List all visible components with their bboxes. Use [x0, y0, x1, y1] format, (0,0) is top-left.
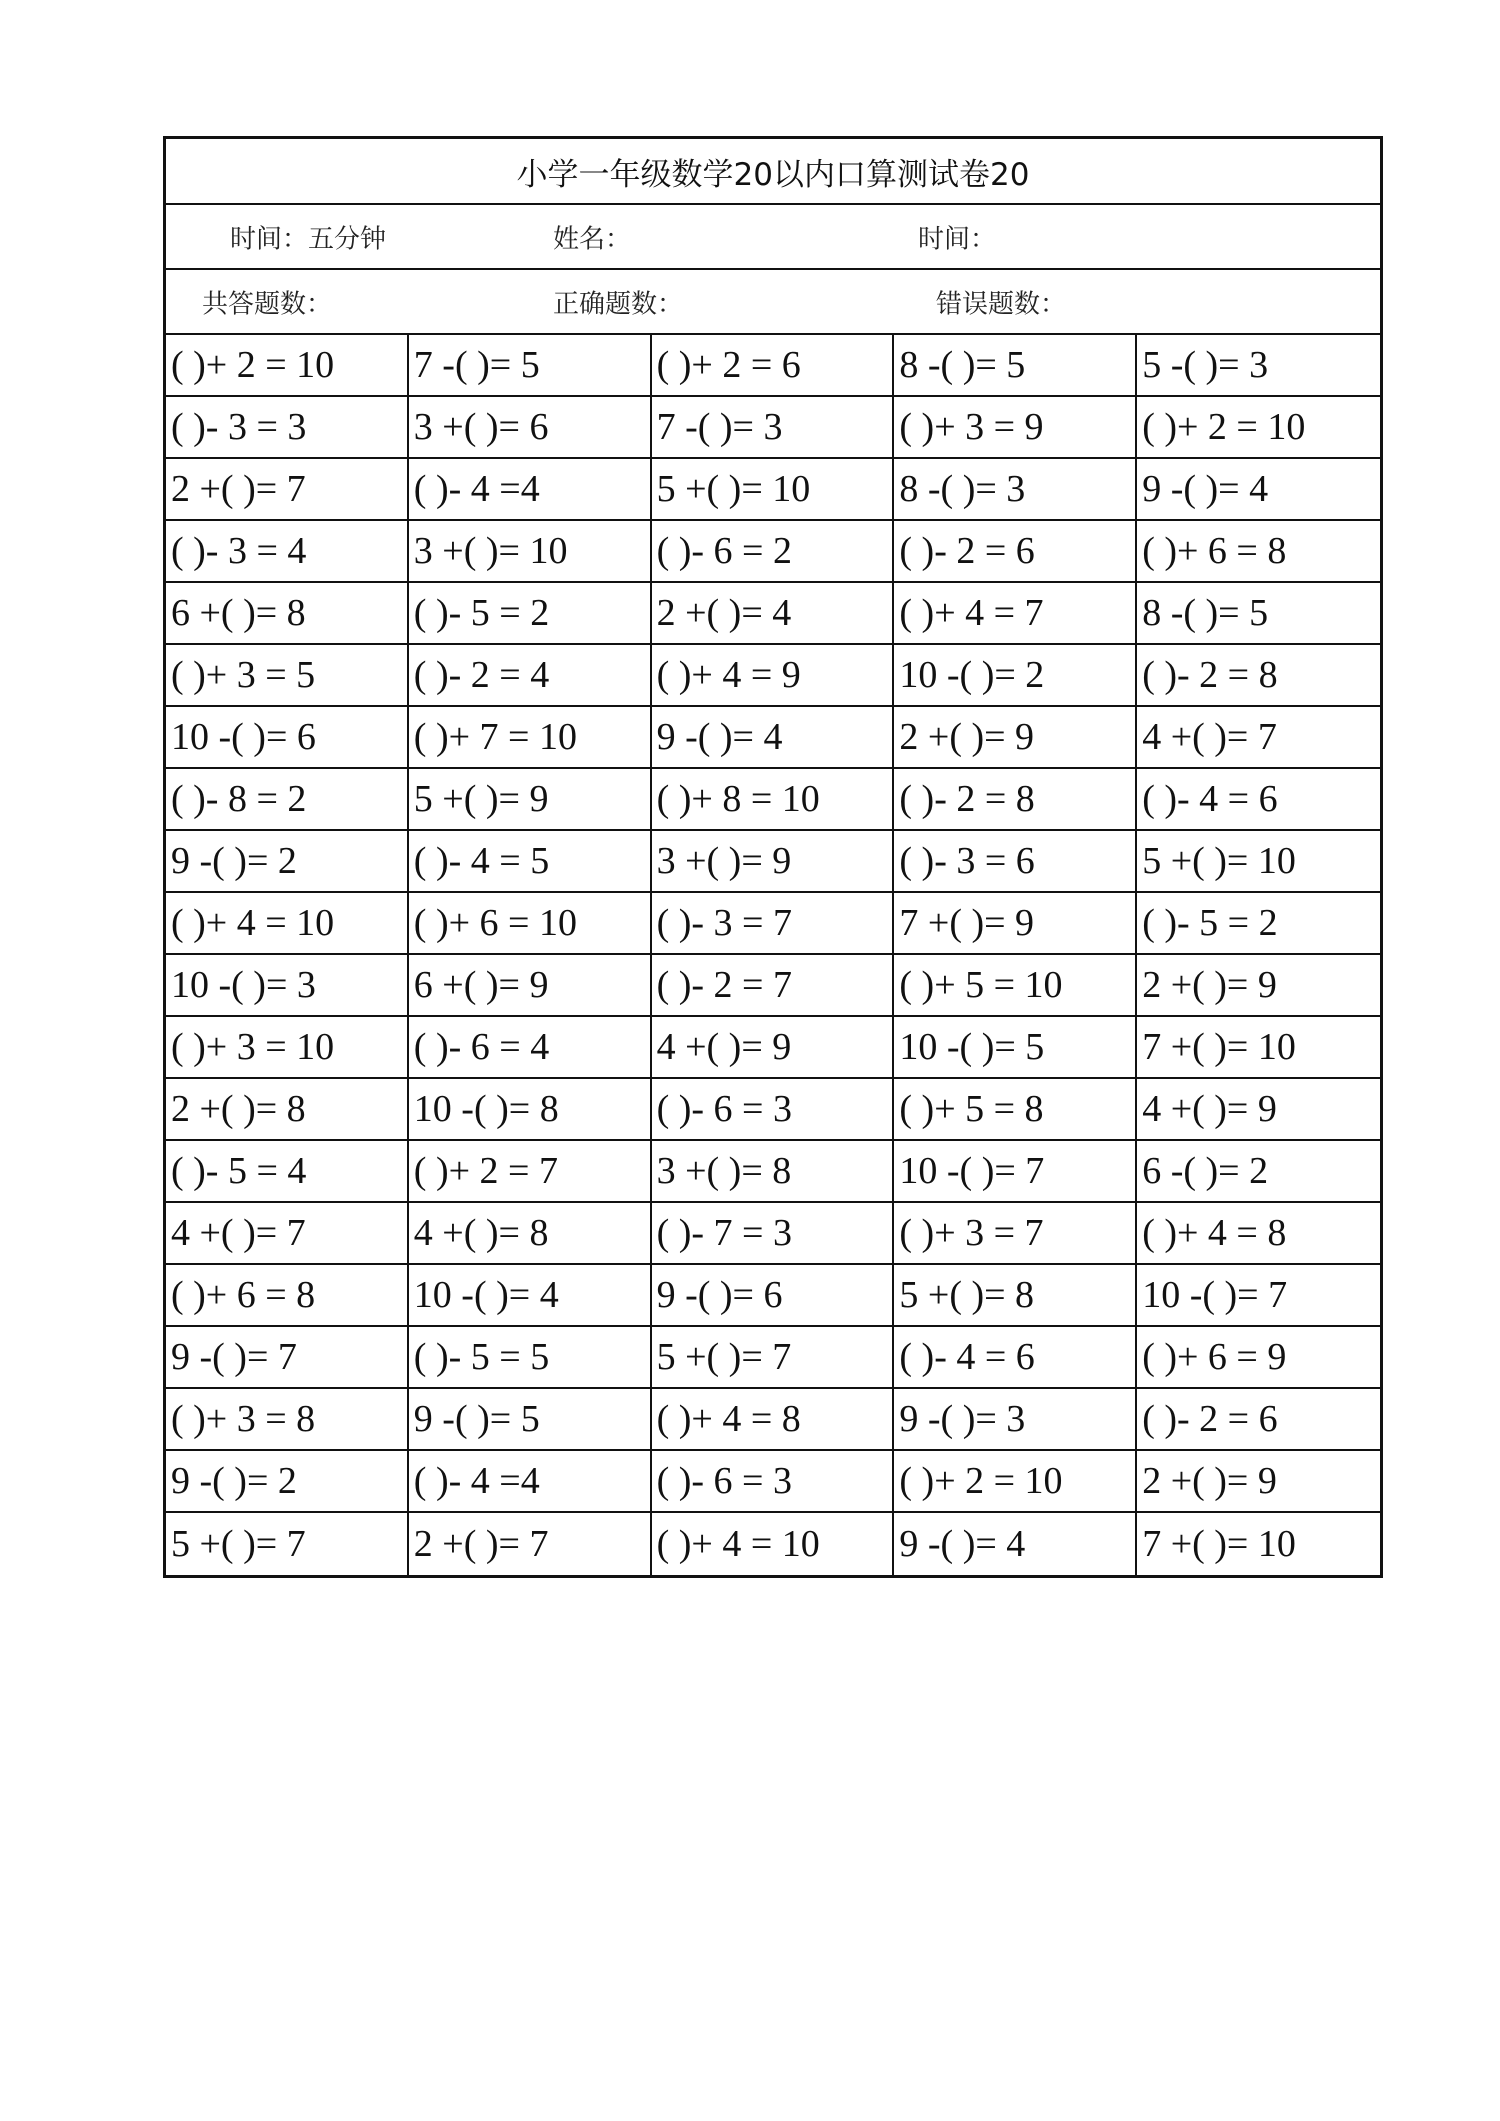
problem-cell: ( )- 5 = 2 — [1137, 893, 1380, 955]
correct-count-label: 正确题数： — [553, 289, 684, 319]
problem-cell: ( )+ 7 = 10 — [409, 707, 652, 769]
problem-cell: ( )- 2 = 8 — [1137, 645, 1380, 707]
problem-cell: 5 +( )= 10 — [1137, 831, 1380, 893]
problem-cell: 9 -( )= 4 — [894, 1513, 1137, 1575]
problem-cell: 9 -( )= 4 — [1137, 459, 1380, 521]
problem-cell: ( )+ 5 = 8 — [894, 1079, 1137, 1141]
problem-cell: 10 -( )= 2 — [894, 645, 1137, 707]
problem-cell: ( )+ 2 = 10 — [894, 1451, 1137, 1513]
problem-cell: ( )- 6 = 3 — [652, 1451, 895, 1513]
problem-cell: ( )- 3 = 4 — [166, 521, 409, 583]
problem-cell: 10 -( )= 4 — [409, 1265, 652, 1327]
problem-cell: ( )+ 6 = 8 — [1137, 521, 1380, 583]
problem-cell: 8 -( )= 5 — [894, 335, 1137, 397]
total-questions-label: 共答题数： — [202, 289, 333, 319]
problem-cell: ( )+ 4 = 10 — [166, 893, 409, 955]
time-label: 时间： — [918, 224, 997, 254]
problem-cell: ( )- 6 = 2 — [652, 521, 895, 583]
problem-cell: ( )+ 3 = 8 — [166, 1389, 409, 1451]
problem-cell: 10 -( )= 3 — [166, 955, 409, 1017]
worksheet-title: 小学一年级数学20以内口算测试卷20 — [166, 139, 1380, 205]
wrong-count-label: 错误题数： — [936, 289, 1067, 319]
problem-cell: 2 +( )= 7 — [409, 1513, 652, 1575]
problem-cell: 6 +( )= 9 — [409, 955, 652, 1017]
problem-cell: 5 +( )= 8 — [894, 1265, 1137, 1327]
problem-cell: 4 +( )= 7 — [166, 1203, 409, 1265]
problem-cell: 7 +( )= 9 — [894, 893, 1137, 955]
name-label: 姓名： — [553, 224, 632, 254]
problem-cell: ( )- 5 = 5 — [409, 1327, 652, 1389]
problem-cell: ( )- 3 = 6 — [894, 831, 1137, 893]
problem-cell: 9 -( )= 4 — [652, 707, 895, 769]
problem-cell: 2 +( )= 7 — [166, 459, 409, 521]
problem-cell: ( )+ 3 = 10 — [166, 1017, 409, 1079]
problem-cell: ( )- 3 = 7 — [652, 893, 895, 955]
time-limit-label: 时间：五分钟 — [230, 224, 387, 254]
problem-cell: 2 +( )= 9 — [1137, 955, 1380, 1017]
problem-cell: ( )- 3 = 3 — [166, 397, 409, 459]
worksheet-table — [163, 136, 1383, 1578]
problem-cell: ( )+ 2 = 7 — [409, 1141, 652, 1203]
problem-cell: ( )- 4 = 6 — [1137, 769, 1380, 831]
problem-cell: 9 -( )= 5 — [409, 1389, 652, 1451]
problem-cell: ( )- 5 = 4 — [166, 1141, 409, 1203]
problem-cell: ( )- 2 = 6 — [1137, 1389, 1380, 1451]
problem-cell: 7 -( )= 5 — [409, 335, 652, 397]
problem-cell: 7 +( )= 10 — [1142, 1523, 1296, 1565]
problem-cell: 5 +( )= 9 — [409, 769, 652, 831]
problem-cell: 4 +( )= 7 — [1137, 707, 1380, 769]
info-row-score — [166, 270, 1380, 335]
problem-cell: ( )+ 3 = 5 — [166, 645, 409, 707]
problem-cell: 3 +( )= 10 — [409, 521, 652, 583]
problem-cell: 2 +( )= 9 — [894, 707, 1137, 769]
problem-cell: ( )- 8 = 2 — [166, 769, 409, 831]
problem-cell: 10 -( )= 7 — [1137, 1265, 1380, 1327]
problem-cell: ( )+ 5 = 10 — [894, 955, 1137, 1017]
problem-cell: ( )+ 2 = 10 — [1137, 397, 1380, 459]
problem-cell: ( )- 2 = 6 — [894, 521, 1137, 583]
problem-cell: ( )+ 6 = 10 — [409, 893, 652, 955]
problem-cell: ( )+ 4 = 10 — [652, 1513, 895, 1575]
problem-cell: ( )+ 8 = 10 — [652, 769, 895, 831]
problem-cell: 8 -( )= 5 — [1137, 583, 1380, 645]
problem-cell: 10 -( )= 8 — [409, 1079, 652, 1141]
problem-cell: ( )+ 4 = 8 — [652, 1389, 895, 1451]
problem-cell: ( )- 4 =4 — [409, 459, 652, 521]
problem-cell: ( )- 7 = 3 — [652, 1203, 895, 1265]
problem-cell: 9 -( )= 2 — [166, 831, 409, 893]
problem-cell: ( )- 4 = 6 — [894, 1327, 1137, 1389]
problem-cell: 10 -( )= 5 — [894, 1017, 1137, 1079]
problem-cell: ( )+ 4 = 8 — [1137, 1203, 1380, 1265]
problem-cell: 2 +( )= 4 — [652, 583, 895, 645]
problem-cell: 2 +( )= 8 — [166, 1079, 409, 1141]
problem-cell: 6 -( )= 2 — [1137, 1141, 1380, 1203]
problem-cell: ( )- 6 = 3 — [652, 1079, 895, 1141]
problem-cell: 6 +( )= 8 — [166, 583, 409, 645]
problem-cell: 2 +( )= 9 — [1137, 1451, 1380, 1513]
problem-cell: ( )+ 3 = 7 — [894, 1203, 1137, 1265]
problem-cell: 5 +( )= 7 — [166, 1513, 409, 1575]
problem-cell: 3 +( )= 6 — [409, 397, 652, 459]
problem-cell: ( )- 4 = 5 — [409, 831, 652, 893]
problem-cell: ( )+ 2 = 10 — [166, 335, 409, 397]
problem-cell: 9 -( )= 6 — [652, 1265, 895, 1327]
problem-cell: ( )+ 2 = 6 — [652, 335, 895, 397]
problem-cell: 5 +( )= 7 — [652, 1327, 895, 1389]
problem-cell: 4 +( )= 9 — [652, 1017, 895, 1079]
problem-cell: ( )+ 4 = 9 — [652, 645, 895, 707]
problem-cell: ( )- 4 =4 — [409, 1451, 652, 1513]
problem-cell: ( )- 2 = 4 — [409, 645, 652, 707]
problem-cell: ( )+ 6 = 8 — [166, 1265, 409, 1327]
problem-cell: 4 +( )= 9 — [1137, 1079, 1380, 1141]
problem-cell: 9 -( )= 2 — [166, 1451, 409, 1513]
problem-cell: 7 +( )= 10 — [1137, 1017, 1380, 1079]
problem-cell: 8 -( )= 3 — [894, 459, 1137, 521]
problem-cell: 10 -( )= 7 — [894, 1141, 1137, 1203]
info-row-timing — [166, 205, 1380, 270]
problem-cell: 5 +( )= 10 — [652, 459, 895, 521]
problem-cell: 9 -( )= 7 — [166, 1327, 409, 1389]
problem-cell: 5 -( )= 3 — [1137, 335, 1380, 397]
problem-cell: 4 +( )= 8 — [409, 1203, 652, 1265]
problem-cell: 10 -( )= 6 — [166, 707, 409, 769]
problem-cell: ( )- 2 = 7 — [652, 955, 895, 1017]
problem-cell: ( )+ 4 = 7 — [894, 583, 1137, 645]
problem-cell: ( )+ 6 = 9 — [1137, 1327, 1380, 1389]
problem-cell: 7 -( )= 3 — [652, 397, 895, 459]
problem-cell: ( )+ 3 = 9 — [894, 397, 1137, 459]
problem-cell: 9 -( )= 3 — [894, 1389, 1137, 1451]
problem-cell: ( )- 5 = 2 — [409, 583, 652, 645]
problem-cell: 3 +( )= 9 — [652, 831, 895, 893]
problem-cell: ( )- 6 = 4 — [409, 1017, 652, 1079]
problem-cell: ( )- 2 = 8 — [894, 769, 1137, 831]
problem-grid — [166, 335, 1380, 1575]
problem-cell: 3 +( )= 8 — [652, 1141, 895, 1203]
